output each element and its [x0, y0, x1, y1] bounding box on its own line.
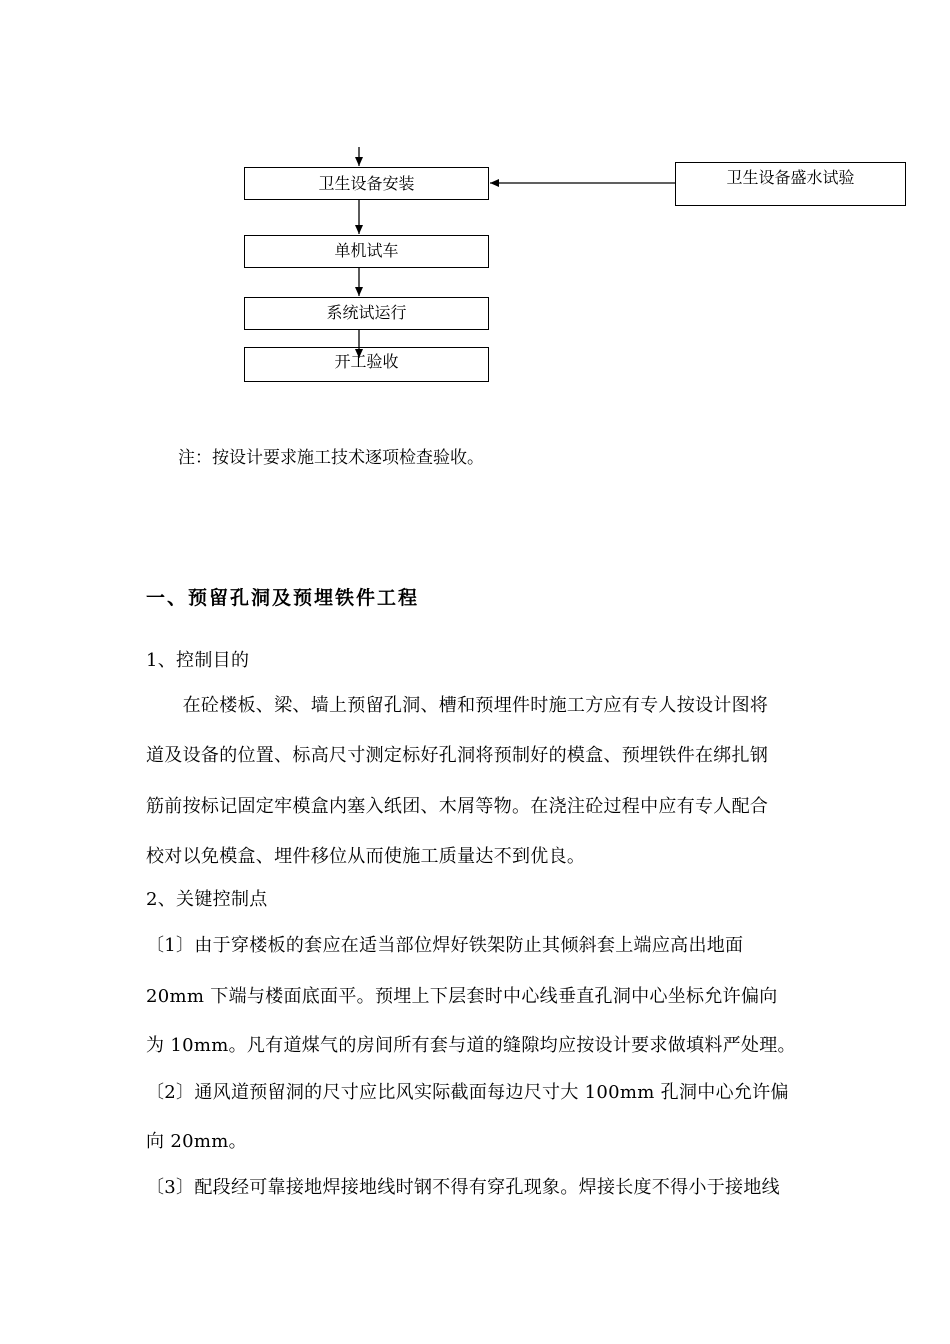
paragraph-line: 校对以免模盒、埋件移位从而使施工质量达不到优良。	[146, 846, 586, 867]
flow-step-label: 卫生设备安装	[318, 174, 415, 193]
paragraph-line: 〔3〕配段经可靠接地焊接地线时钢不得有穿孔现象。焊接长度不得小于接地线	[146, 1177, 780, 1198]
flow-side-water-test	[675, 162, 906, 206]
paragraph-line: 向 20mm。	[146, 1131, 247, 1152]
paragraph-line: 〔2〕通风道预留洞的尺寸应比风实际截面每边尺寸大 100mm 孔洞中心允许偏	[146, 1082, 789, 1103]
flow-step-label: 单机试车	[334, 241, 399, 260]
flow-step-acceptance	[244, 347, 489, 382]
subheading: 1、控制目的	[146, 650, 250, 671]
flow-step-label: 系统试运行	[326, 303, 407, 322]
flow-step-label: 开工验收	[334, 352, 399, 371]
subheading: 2、关键控制点	[146, 889, 268, 910]
section-heading: 一、预留孔洞及预埋铁件工程	[146, 587, 420, 609]
flow-step-single-test	[244, 235, 489, 268]
flow-step-sanitary-install	[244, 167, 489, 200]
paragraph-line: 筋前按标记固定牢模盒内塞入纸团、木屑等物。在浇注砼过程中应有专人配合	[146, 796, 769, 817]
flow-step-system-trial	[244, 297, 489, 330]
flowchart-note: 注：按设计要求施工技术逐项检查验收。	[178, 448, 484, 468]
paragraph-line: 为 10mm。凡有道煤气的房间所有套与道的缝隙均应按设计要求做填料严处理。	[146, 1035, 796, 1056]
paragraph-line: 20mm 下端与楼面底面平。预埋上下层套时中心线垂直孔洞中心坐标允许偏向	[146, 986, 778, 1007]
paragraph-line: 〔1〕由于穿楼板的套应在适当部位焊好铁架防止其倾斜套上端应高出地面	[146, 935, 744, 956]
paragraph-line: 道及设备的位置、标高尺寸测定标好孔洞将预制好的模盒、预埋铁件在绑扎钢	[146, 745, 769, 766]
paragraph-line: 在砼楼板、梁、墙上预留孔洞、槽和预埋件时施工方应有专人按设计图将	[146, 695, 769, 716]
flow-side-label: 卫生设备盛水试验	[726, 168, 855, 187]
